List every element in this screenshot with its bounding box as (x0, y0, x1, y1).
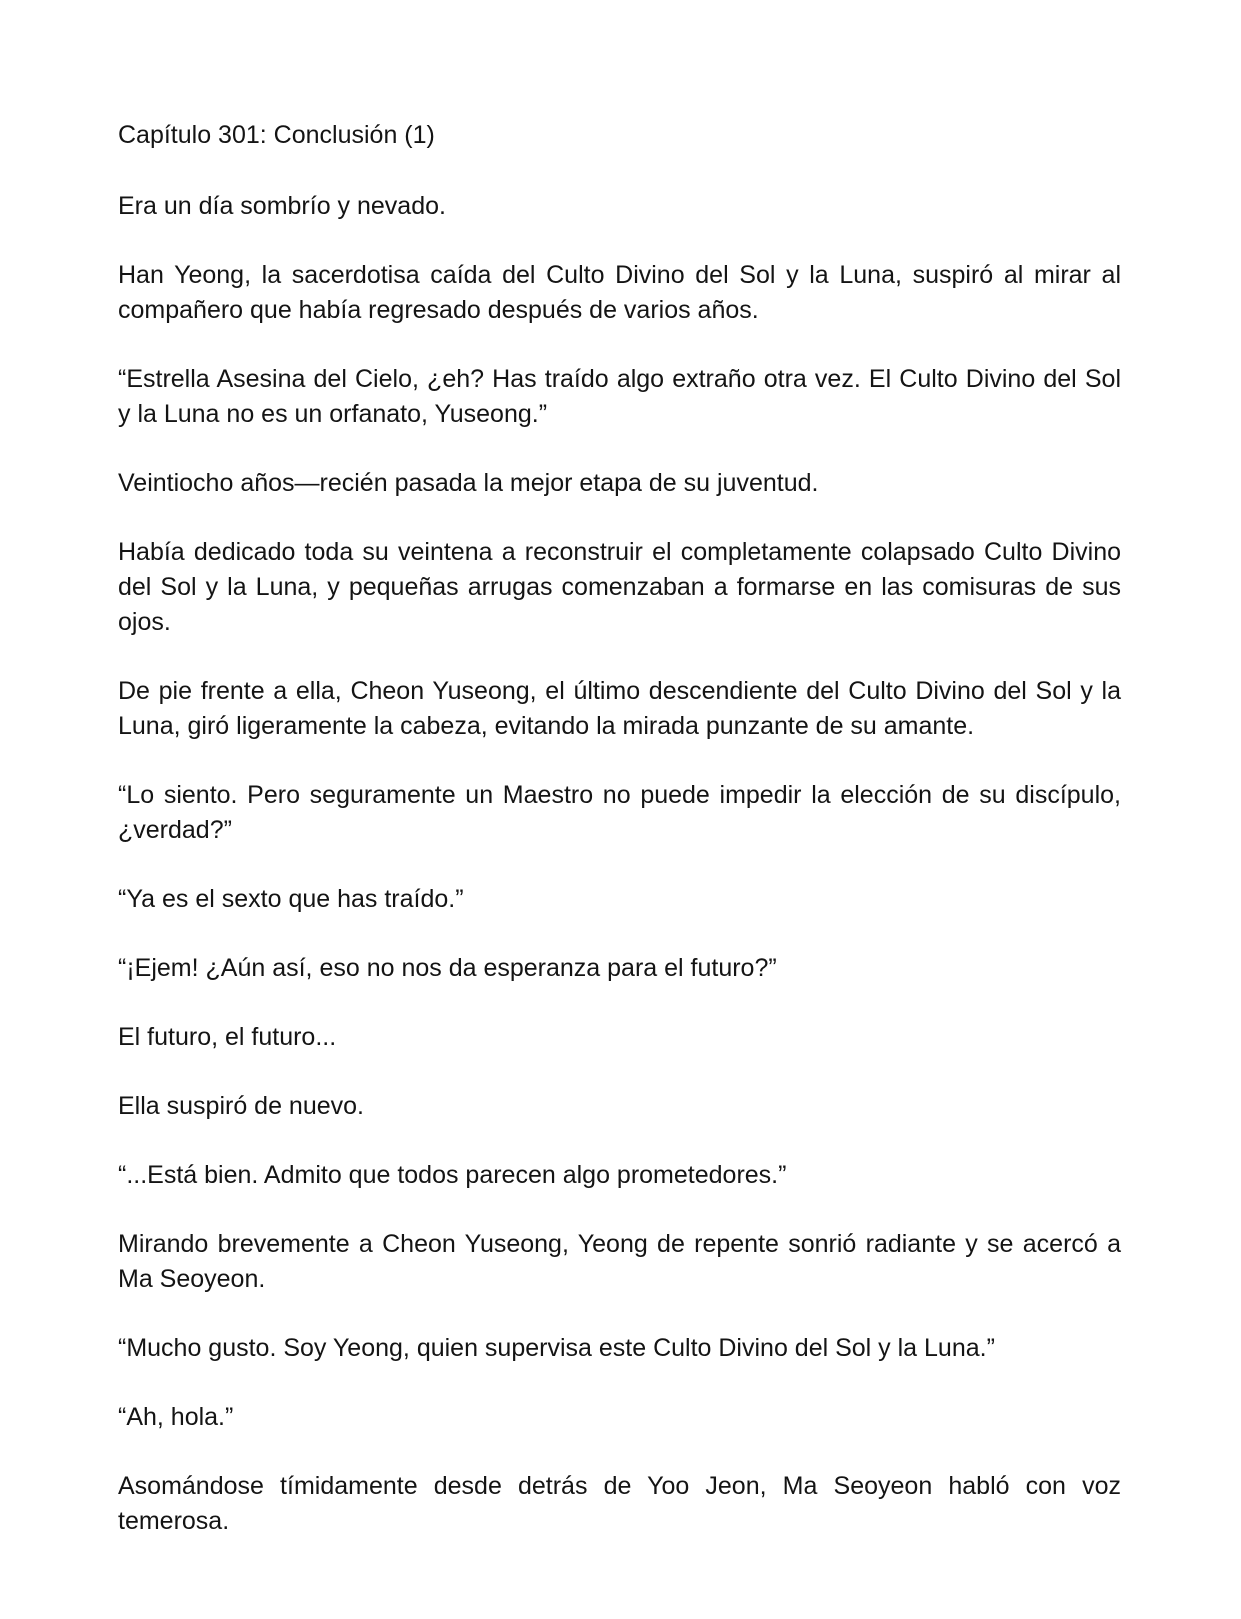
paragraph: Había dedicado toda su veintena a reconstruir el completamente colapsado Culto Divino del Sol y la Luna, y pequeñas arrugas comenzaban a formarse en las comisuras de sus ojos. (118, 538, 1121, 636)
paragraph: El futuro, el futuro... (118, 1023, 337, 1051)
paragraph: “Mucho gusto. Soy Yeong, quien supervisa este Culto Divino del Sol y la Luna.” (118, 1334, 995, 1362)
chapter-title: Capítulo 301: Conclusión (1) (118, 121, 435, 149)
paragraph: Veintiocho años—recién pasada la mejor etapa de su juventud. (118, 469, 819, 497)
paragraph: “¡Ejem! ¿Aún así, eso no nos da esperanza para el futuro?” (118, 954, 777, 982)
paragraph: De pie frente a ella, Cheon Yuseong, el último descendiente del Culto Divino del Sol y la Luna, giró ligeramente la cabeza, evitando la mirada punzante de su amante. (118, 677, 1121, 740)
paragraph: “Ah, hola.” (118, 1403, 234, 1431)
paragraph: “Lo siento. Pero seguramente un Maestro no puede impedir la elección de su discípulo, ¿verdad?” (118, 781, 1121, 844)
paragraph: Era un día sombrío y nevado. (118, 192, 446, 220)
paragraph: “...Está bien. Admito que todos parecen algo prometedores.” (118, 1161, 787, 1189)
paragraph: “Estrella Asesina del Cielo, ¿eh? Has traído algo extraño otra vez. El Culto Divino del Sol y la Luna no es un orfanato, Yuseong.” (118, 365, 1121, 428)
paragraph: Ella suspiró de nuevo. (118, 1092, 364, 1120)
paragraph: “Ya es el sexto que has traído.” (118, 885, 464, 913)
document-body (118, 118, 1121, 1573)
paragraph: Asomándose tímidamente desde detrás de Yoo Jeon, Ma Seoyeon habló con voz temerosa. (118, 1472, 1121, 1535)
paragraph: Mirando brevemente a Cheon Yuseong, Yeong de repente sonrió radiante y se acercó a Ma Seoyeon. (118, 1230, 1121, 1293)
paragraph: Han Yeong, la sacerdotisa caída del Culto Divino del Sol y la Luna, suspiró al mirar al compañero que había regresado después de varios años. (118, 261, 1121, 324)
